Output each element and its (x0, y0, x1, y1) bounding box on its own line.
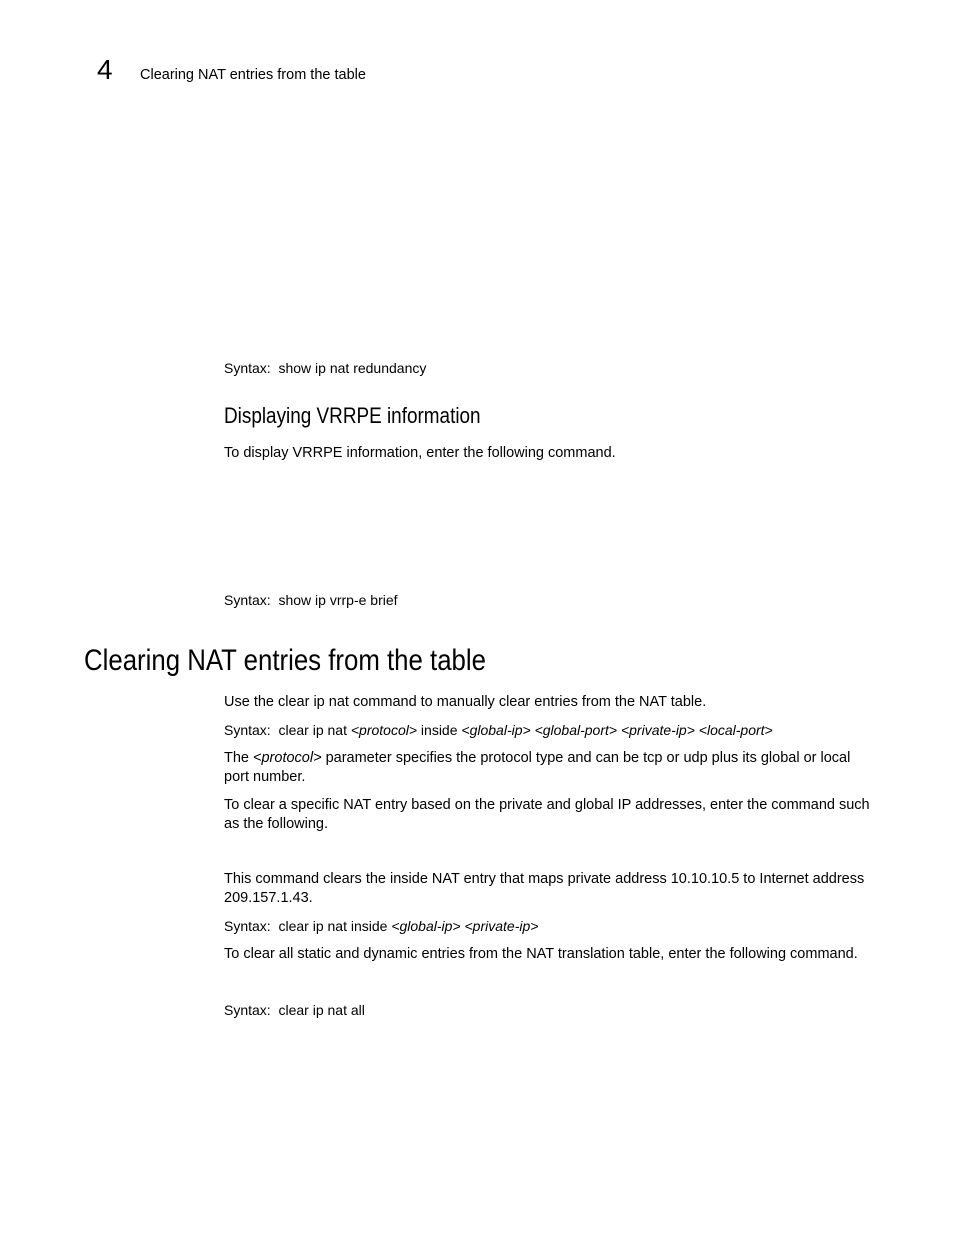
syntax-show-nat-redundancy (224, 359, 426, 377)
syntax-label: Syntax: (224, 592, 271, 608)
syntax-command: show ip nat redundancy (278, 360, 427, 376)
syntax-clear-ip-nat-all (224, 1001, 365, 1019)
text-fragment: command to manually clear entries from the NAT table. (348, 694, 707, 710)
keyword-tcp: tcp (643, 750, 663, 766)
syntax-command: clear ip nat (278, 722, 347, 738)
text-fragment: plus its global or local port number. (224, 750, 851, 785)
syntax-label: Syntax: (224, 1002, 271, 1018)
command-explanation-text: This command clears the inside NAT entry that maps private address 10.10.10.5 to Internet address 209.157.1.43. (224, 871, 865, 906)
syntax-show-vrrp-e (224, 591, 398, 609)
syntax-label: Syntax: (224, 360, 271, 376)
syntax-clear-ip-nat (224, 721, 773, 739)
syntax-keyword: inside (420, 722, 458, 738)
clear-all-entries-text: To clear all static and dynamic entries from the NAT translation table, enter the following command. (224, 946, 858, 962)
syntax-command: show ip vrrp-e brief (278, 592, 398, 608)
protocol-param-text (224, 749, 879, 786)
text-fragment: or (662, 750, 684, 766)
syntax-label: Syntax: (224, 918, 271, 934)
keyword-udp: udp (683, 750, 708, 766)
clear-intro-text (224, 693, 879, 712)
syntax-command: clear ip nat all (278, 1002, 365, 1018)
syntax-clear-ip-nat-inside (224, 917, 538, 935)
clear-specific-entry-text: To clear a specific NAT entry based on the private and global IP addresses, enter the command such as the following. (224, 797, 870, 832)
vrrpe-intro-text: To display VRRPE information, enter the following command. (224, 445, 616, 461)
text-fragment: Use the (224, 694, 278, 710)
syntax-command: clear ip nat inside (278, 918, 388, 934)
syntax-parameters: <global-ip> <private-ip> (391, 918, 539, 934)
syntax-label: Syntax: (224, 722, 271, 738)
heading-displaying-vrrpe: Displaying VRRPE information (224, 403, 481, 428)
parameter-name: <protocol> (253, 750, 322, 766)
syntax-parameters: <global-ip> <global-port> <private-ip> <local-port> (461, 722, 773, 738)
text-fragment: parameter specifies the protocol type and can be (321, 750, 644, 766)
running-title: Clearing NAT entries from the table (140, 67, 366, 83)
text-fragment: The (224, 750, 254, 766)
heading-clearing-nat: Clearing NAT entries from the table (84, 644, 486, 677)
command-name: clear ip nat (278, 694, 349, 710)
chapter-number: 4 (97, 54, 113, 85)
syntax-parameter: <protocol> (350, 722, 418, 738)
